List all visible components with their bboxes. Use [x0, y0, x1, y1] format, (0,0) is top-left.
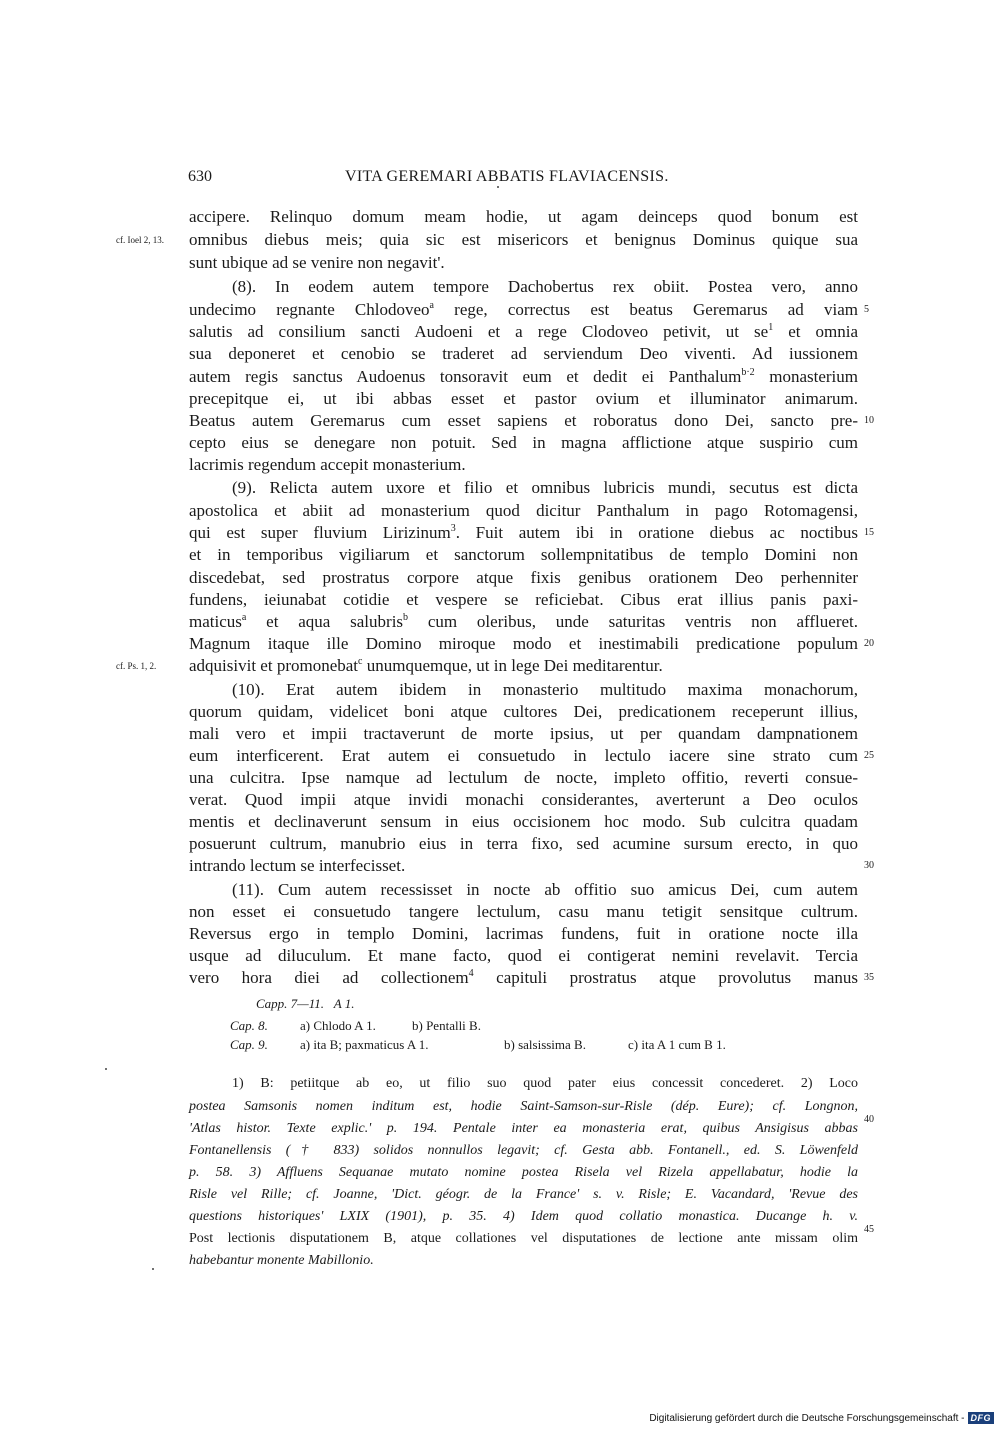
text-line: (11). Cum autem recessisset in nocte ab offitio suo amicus Dei, cum autem: [232, 880, 858, 899]
text-line: sunt ubique ad se venire non negavit'.: [189, 253, 445, 272]
text-line: omnibus diebus meis; quia sic est misericors et benignus Dominus quique sua: [189, 230, 858, 249]
text-line: et in temporibus vigiliarum et sanctorum sollempnitatibus de templo Domini non: [189, 545, 858, 564]
text-line: mentis et declinaverunt sensum in eius occisionem hoc modo. Sub culcitra quadam: [189, 812, 858, 831]
line-number: 35: [864, 972, 874, 983]
text-line: (8). In eodem autem tempore Dachobertus rex obiit. Postea vero, anno: [232, 277, 858, 296]
text-line: (10). Erat autem ibidem in monasterio multitudo maxima monachorum,: [232, 680, 858, 699]
footnote-line: 1) B: petiitque ab eo, ut filio suo quod pater eius concessit concederet. 2) Loco: [232, 1076, 858, 1091]
print-speck: [497, 186, 499, 188]
text-line: cepto eius se denegare non potuit. Sed in magna afflictione atque suspirio cum: [189, 433, 858, 452]
text-line: salutis ad consilium sancti Audoeni et a rege Clodoveo petivit, ut $se^1$ et omnia: [189, 322, 858, 341]
text-line: posuerunt cultrum, manubrio eius in terra fixo, sed acumine sursum erecto, in quo: [189, 834, 858, 853]
dfg-logo: DFG: [968, 1412, 995, 1424]
line-number: 15: [864, 527, 874, 538]
text-line: adquisivit et promonebat$^c$ unumquemque, ut in lege Dei meditarentur.: [189, 656, 663, 675]
text-line: non esset ei consuetudo tangere lectulum, casu manu tetigit sensitque cultrum.: [189, 902, 858, 921]
variant-scope: Capp. 7—11. A 1.: [256, 996, 355, 1011]
footnote-line: Risle vel Rille; cf. Joanne, 'Dict. géogr. de la France' s. v. Risle; E. Vacandard, 'Revue des: [189, 1187, 858, 1202]
text-line: undecimo regnante Chlodoveo$^a$ rege, correctus est beatus Geremarus ad viam: [189, 300, 858, 319]
running-title: VITA GEREMARI ABBATIS FLAVIACENSIS.: [345, 168, 669, 185]
line-number: 40: [864, 1114, 874, 1125]
digitization-credit: [649, 1412, 994, 1424]
print-speck: [152, 1268, 154, 1270]
text-line: quorum quidam, videlicet boni atque cultores Dei, predicationem receperunt illius,: [189, 702, 858, 721]
footnote-line: postea Samsonis nomen inditum est, hodie Saint-Samson-sur-Risle (dép. Eure); cf. Longnon,: [189, 1099, 858, 1114]
line-number: 25: [864, 750, 874, 761]
text-line: mali vero et impii tractaverunt de morte ipsius, ut per quandam dampnationem: [189, 724, 858, 743]
text-line: maticus$^a$ et aqua salubris$^b$ cum oleribus, unde saturitas ventris non afflueret.: [189, 612, 858, 631]
print-speck: [105, 1068, 107, 1070]
credit-text: Digitalisierung gefördert durch die Deutsche Forschungsgemeinschaft -: [649, 1412, 965, 1424]
text-line: (9). Relicta autem uxore et filio et omnibus lubricis mundi, secutus est dicta: [232, 478, 858, 497]
text-line: lacrimis regendum accepit monasterium.: [189, 455, 466, 474]
footnote-line: habebantur monente Mabillonio.: [189, 1253, 374, 1268]
text-line: discedebat, sed prostratus corpore atque fixis genibus orationem Deo perhenniter: [189, 568, 858, 587]
text-line: apostolica et abiit ad monasterium quod dicitur Panthalum in pago Rotomagensi,: [189, 501, 858, 520]
line-number: 20: [864, 638, 874, 649]
variant-cap8: Cap. 8. a) Chlodo A 1. b) Pentalli B.: [230, 1018, 481, 1033]
text-line: vero hora diei ad collectionem$^4$ capituli prostratus atque provolutus manus: [189, 968, 859, 987]
text-line: autem regis sanctus Audoenus tonsoravit eum et dedit ei Panthalum$^{b\cdot 2}$ monasterium: [189, 367, 858, 386]
footnote-line: questions historiques' LXIX (1901), p. 35. 4) Idem quod collatio monastica. Ducange h. v.: [189, 1209, 858, 1224]
line-number: 30: [864, 860, 874, 871]
margin-reference: cf. Ioel 2, 13.: [116, 235, 164, 245]
text-line: sua deponeret et cenobio se traderet ad serviendum Deo viventi. Ad iussionem: [189, 344, 858, 363]
text-line: qui est super fluvium Lirizinum$^3$. Fuit autem ibi in oratione diebus ac noctibus: [189, 523, 858, 542]
footnote-line: p. 58. 3) Affluens Sequanae mutato nomine postea Risela vel Rizela appellabatur, hodie la: [189, 1165, 858, 1180]
text-line: una culcitra. Ipse namque ad lectulum de nocte, impleto offitio, reverti consue-: [189, 768, 858, 787]
variant-cap9: Cap. 9. a) ita B; paxmaticus A 1. b) salsissima B. c) ita A 1 cum B 1.: [230, 1037, 726, 1052]
text-line: usque ad diluculum. Et mane facto, quod ei contigerat nemini revelavit. Tercia: [189, 946, 858, 965]
text-line: Magnum itaque ille Domino miroque modo et inestimabili predicatione populum: [189, 634, 858, 653]
text-line: intrando lectum se interfecisset.: [189, 856, 406, 875]
line-number: 10: [864, 415, 874, 426]
text-line: Beatus autem Geremarus cum esset sapiens et roboratus dono Dei, sancto pre-: [189, 411, 858, 430]
footnote-line: 'Atlas histor. Texte explic.' p. 194. Pentale inter ea monasteria erat, quibus Ansigisus abbas: [189, 1121, 858, 1136]
line-number: 45: [864, 1224, 874, 1235]
page-number: 630: [188, 168, 212, 185]
line-number: 5: [864, 304, 869, 315]
footnote-line: Fontanellensis († 833) solidos nonnullos legavit; cf. Gesta abb. Fontanell., ed. S. Löwenfeld: [189, 1143, 858, 1158]
text-line: eum interficerent. Erat autem ei consuetudo in lectulo iacere sine strato cum: [189, 746, 858, 765]
text-line: Reversus ergo in templo Domini, lacrimas fundens, fuit in oratione nocte illa: [189, 924, 858, 943]
text-line: precepitque ei, ut ibi abbas esset et pastor ovium et illuminator animarum.: [189, 389, 858, 408]
text-line: fundens, ieiunabat cotidie et vespere se reficiebat. Cibus erat illius panis paxi-: [189, 590, 858, 609]
footnote-line: Post lectionis disputationem B, atque collationes vel disputationes de lectione ante missam olim: [189, 1231, 858, 1246]
margin-reference: cf. Ps. 1, 2.: [116, 661, 157, 671]
text-line: accipere. Relinquo domum meam hodie, ut agam deinceps quod bonum est: [189, 207, 858, 226]
text-line: verat. Quod impii atque invidi monachi considerantes, averterunt a Deo oculos: [189, 790, 858, 809]
